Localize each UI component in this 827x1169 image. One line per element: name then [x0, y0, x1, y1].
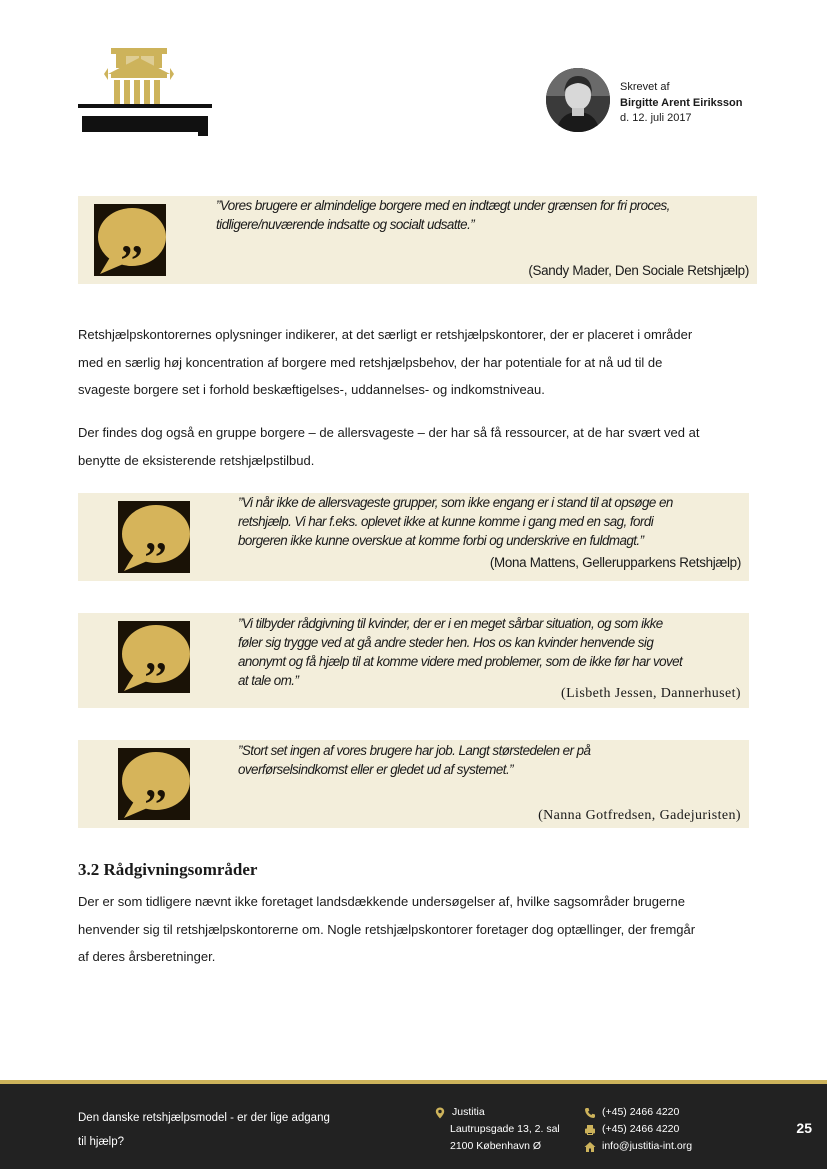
quote-box — [78, 740, 749, 828]
quote-text: ”Stort set ingen af vores brugere har job. Langt størstedelen er på overførselsindkomst eller er gledet ud af systemet.” — [238, 743, 591, 777]
footer-address — [434, 1104, 560, 1155]
page-footer — [0, 1080, 827, 1169]
quote-text: ”Vores brugere er almindelige borgere med en indtægt under grænsen for fri proces, tidligere/nuværende indsatte og socialt udsatte.” — [216, 198, 670, 232]
publish-date: d. 12. juli 2017 — [620, 112, 692, 124]
quote-source: (Sandy Mader, Den Sociale Retshjælp) — [528, 263, 749, 278]
body-paragraph: Der findes dog også en gruppe borgere – de allersvageste – der har så få ressourcer, at de har svært ved at benytte de eksisterende retshjælpstilbud. — [78, 425, 700, 468]
speech-bubble-quote-icon — [118, 748, 190, 820]
quote-text: ”Vi når ikke de allersvageste grupper, som ikke engang er i stand til at opsøge en retshjælp. Vi har f.eks. oplevet ikke at kunne komme i gang med en sag, fordi borgeren ikke kunne overskue at komme forbi og underskrive en fuldmagt.” — [238, 495, 673, 548]
quote-text: ”Vi tilbyder rådgivning til kvinder, der er i en meget sårbar situation, og som ikke føler sig trygge ved at gå andre steder hen. Hos os kan kvinder henvende sig anonymt og få hjælp til at komme videre med problemer, som de ikke før har vovet at tale om.” — [238, 616, 683, 688]
footer-address-line: Lautrupsgade 13, 2. sal — [450, 1123, 560, 1135]
page-number: 25 — [796, 1120, 812, 1136]
footer-fax: (+45) 2466 4220 — [602, 1123, 680, 1135]
location-pin-icon — [434, 1107, 446, 1119]
footer-phone[interactable]: (+45) 2466 4220 — [602, 1106, 680, 1118]
footer-email[interactable]: info@justitia-int.org — [602, 1140, 693, 1152]
quote-source: (Nanna Gotfredsen, Gadejuristen) — [538, 808, 741, 823]
quote-source: (Mona Mattens, Gellerupparkens Retshjælp) — [489, 555, 741, 570]
quote-box — [78, 493, 749, 581]
svg-text:,,: ,, — [145, 633, 167, 679]
quote-source: (Lisbeth Jessen, Dannerhuset) — [561, 686, 741, 701]
footer-contact — [584, 1104, 692, 1155]
phone-icon — [584, 1107, 596, 1119]
body-paragraph: Der er som tidligere nævnt ikke foretaget landsdækkende undersøgelser af, hvilke sagsområder brugerne henvender sig til retshjælpskontorerne om. Nogle retshjælpskontorer foretager dog optællinger, der fremgår af deres årsberetninger. — [78, 894, 696, 964]
speech-bubble-quote-icon — [94, 204, 166, 276]
author-name: Birgitte Arent Eiriksson — [620, 96, 743, 109]
footer-org: Justitia — [452, 1106, 485, 1118]
section-heading: 3.2 Rådgivningsområder — [78, 860, 258, 879]
quote-box — [78, 613, 749, 708]
svg-text:,,: ,, — [145, 760, 167, 806]
speech-bubble-quote-icon — [118, 621, 190, 693]
fax-icon — [584, 1124, 596, 1136]
quote-box — [78, 196, 757, 284]
footer-address-line: 2100 København Ø — [450, 1140, 542, 1152]
svg-text:,,: ,, — [121, 216, 143, 262]
author-label: Skrevet af — [620, 81, 670, 93]
body-paragraph: Retshjælpskontorernes oplysninger indikerer, at det særligt er retshjælpskontorer, der er placeret i områder med en særlig høj koncentration af borgere med retshjælpsbehov, der har potentiale for at nå ud til de svageste borgere set i forhold beskæftigelses-, uddannelses- og indkomstniveau. — [78, 327, 693, 397]
speech-bubble-quote-icon — [118, 501, 190, 573]
footer-title: Den danske retshjælpsmodel - er der lige adgang til hjælp? — [78, 1112, 330, 1148]
svg-text:,,: ,, — [145, 513, 167, 559]
justitia-logo — [78, 44, 212, 136]
author-photo — [546, 68, 610, 132]
home-icon — [584, 1141, 596, 1153]
